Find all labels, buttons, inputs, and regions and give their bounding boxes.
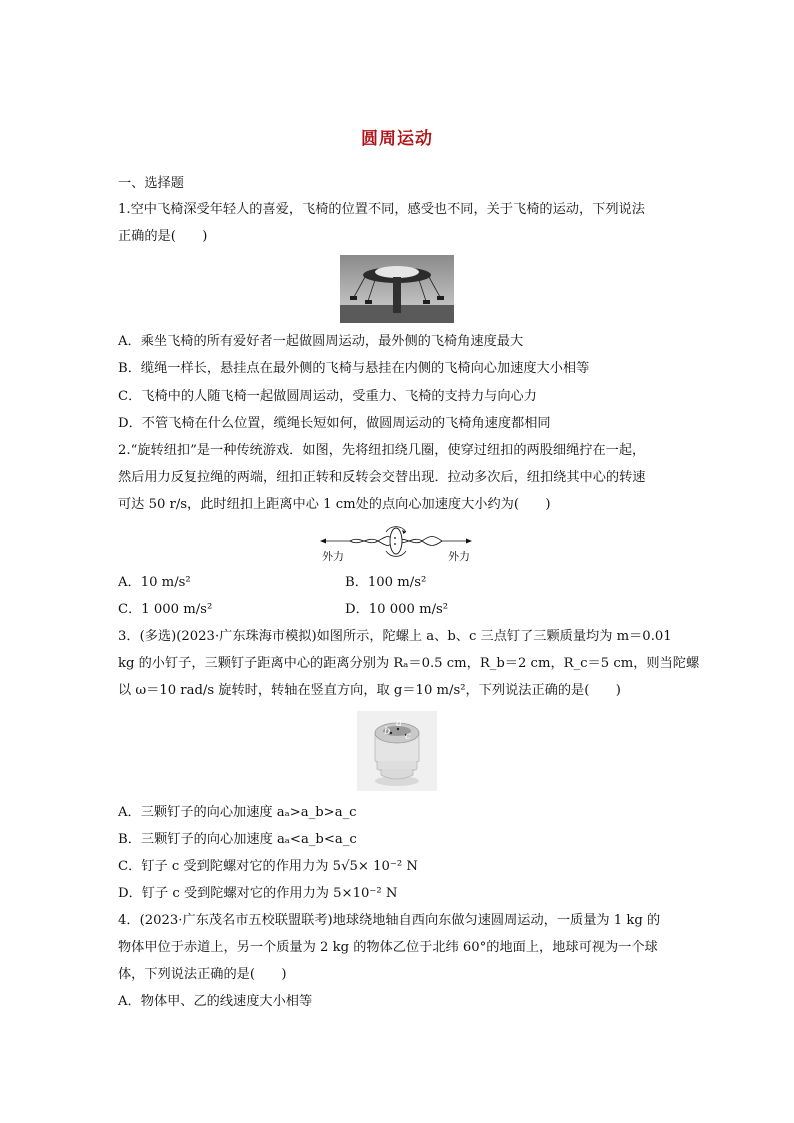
q4-stem-line1: 4．(2023·广东茂名市五校联盟联考)地球绕地轴自西向东做匀速圆周运动，一质量为 1 kg 的: [118, 913, 661, 928]
q1-option-b: B．缆绳一样长，悬挂点在最外侧的飞椅与悬挂在内侧的飞椅向心加速度大小相等: [118, 361, 590, 376]
q3-stem-line1: 3．(多选)(2023·广东珠海市模拟)如图所示，陀螺上 a、b、c 三点钉了三颗质量均为 m＝0.01: [118, 629, 672, 644]
q2-force-label-left: 外力: [322, 550, 344, 563]
q3-label-a: a: [396, 718, 402, 729]
q2-force-label-right: 外力: [448, 550, 470, 563]
q4-option-a: A．物体甲、乙的线速度大小相等: [118, 994, 313, 1009]
q1-stem-line1: 1.空中飞椅深受年轻人的喜爱，飞椅的位置不同，感受也不同，关于飞椅的运动，下列说法: [118, 202, 645, 217]
q1-stem-line2: 正确的是( ): [118, 229, 208, 244]
q2-option-c: C．1 000 m/s²: [118, 602, 213, 617]
q4-stem-line2: 物体甲位于赤道上，另一个质量为 2 kg 的物体乙位于北纬 60°的地面上，地球可视为一个球: [118, 940, 658, 955]
q3-label-b: b: [384, 726, 391, 737]
q1-option-d: D．不管飞椅在什么位置，缆绳长短如何，做圆周运动的飞椅角速度都相同: [118, 416, 551, 431]
q3-stem-line3: 以 ω＝10 rad/s 旋转时，转轴在竖直方向，取 g＝10 m/s²，下列说法正确的是( ): [118, 683, 621, 698]
q2-option-a: A．10 m/s²: [118, 575, 191, 590]
q1-option-a: A．乘坐飞椅的所有爱好者一起做圆周运动，最外侧的飞椅角速度最大: [118, 334, 524, 349]
q3-option-a: A．三颗钉子的向心加速度 aₐ>a_b>a_c: [118, 805, 357, 820]
section-heading: 一、选择题: [118, 176, 184, 191]
q4-stem-line3: 体，下列说法正确的是( ): [118, 967, 287, 982]
q2-option-b: B．100 m/s²: [345, 575, 427, 590]
q3-label-c: c: [405, 731, 411, 742]
q3-option-b: B．三颗钉子的向心加速度 aₐ<a_b<a_c: [118, 832, 357, 847]
q2-stem-line1: 2.“旋转纽扣”是一种传统游戏．如图，先将纽扣绕几圈，使穿过纽扣的两股细绳拧在一起，: [118, 443, 646, 458]
q3-stem-line2: kg 的小钉子，三颗钉子距离中心的距离分别为 Rₐ＝0.5 cm，R_b＝2 cm，R_c＝5 cm，则当陀螺: [118, 656, 700, 671]
page-title: 圆周运动: [361, 129, 433, 149]
q1-option-c: C．飞椅中的人随飞椅一起做圆周运动，受重力、飞椅的支持力与向心力: [118, 389, 537, 404]
q2-option-d: D．10 000 m/s²: [345, 602, 449, 617]
q2-stem-line3: 可达 50 r/s，此时纽扣上距离中心 1 cm处的点向心加速度大小约为( ): [118, 497, 551, 512]
q3-option-c: C．钉子 c 受到陀螺对它的作用力为 5√5× 10⁻² N: [118, 859, 418, 874]
q2-stem-line2: 然后用力反复拉绳的两端，纽扣正转和反转会交替出现．拉动多次后，纽扣绕其中心的转速: [118, 470, 646, 485]
swing-ride-photo: [340, 255, 454, 323]
q3-option-d: D．钉子 c 受到陀螺对它的作用力为 5×10⁻² N: [118, 886, 398, 901]
